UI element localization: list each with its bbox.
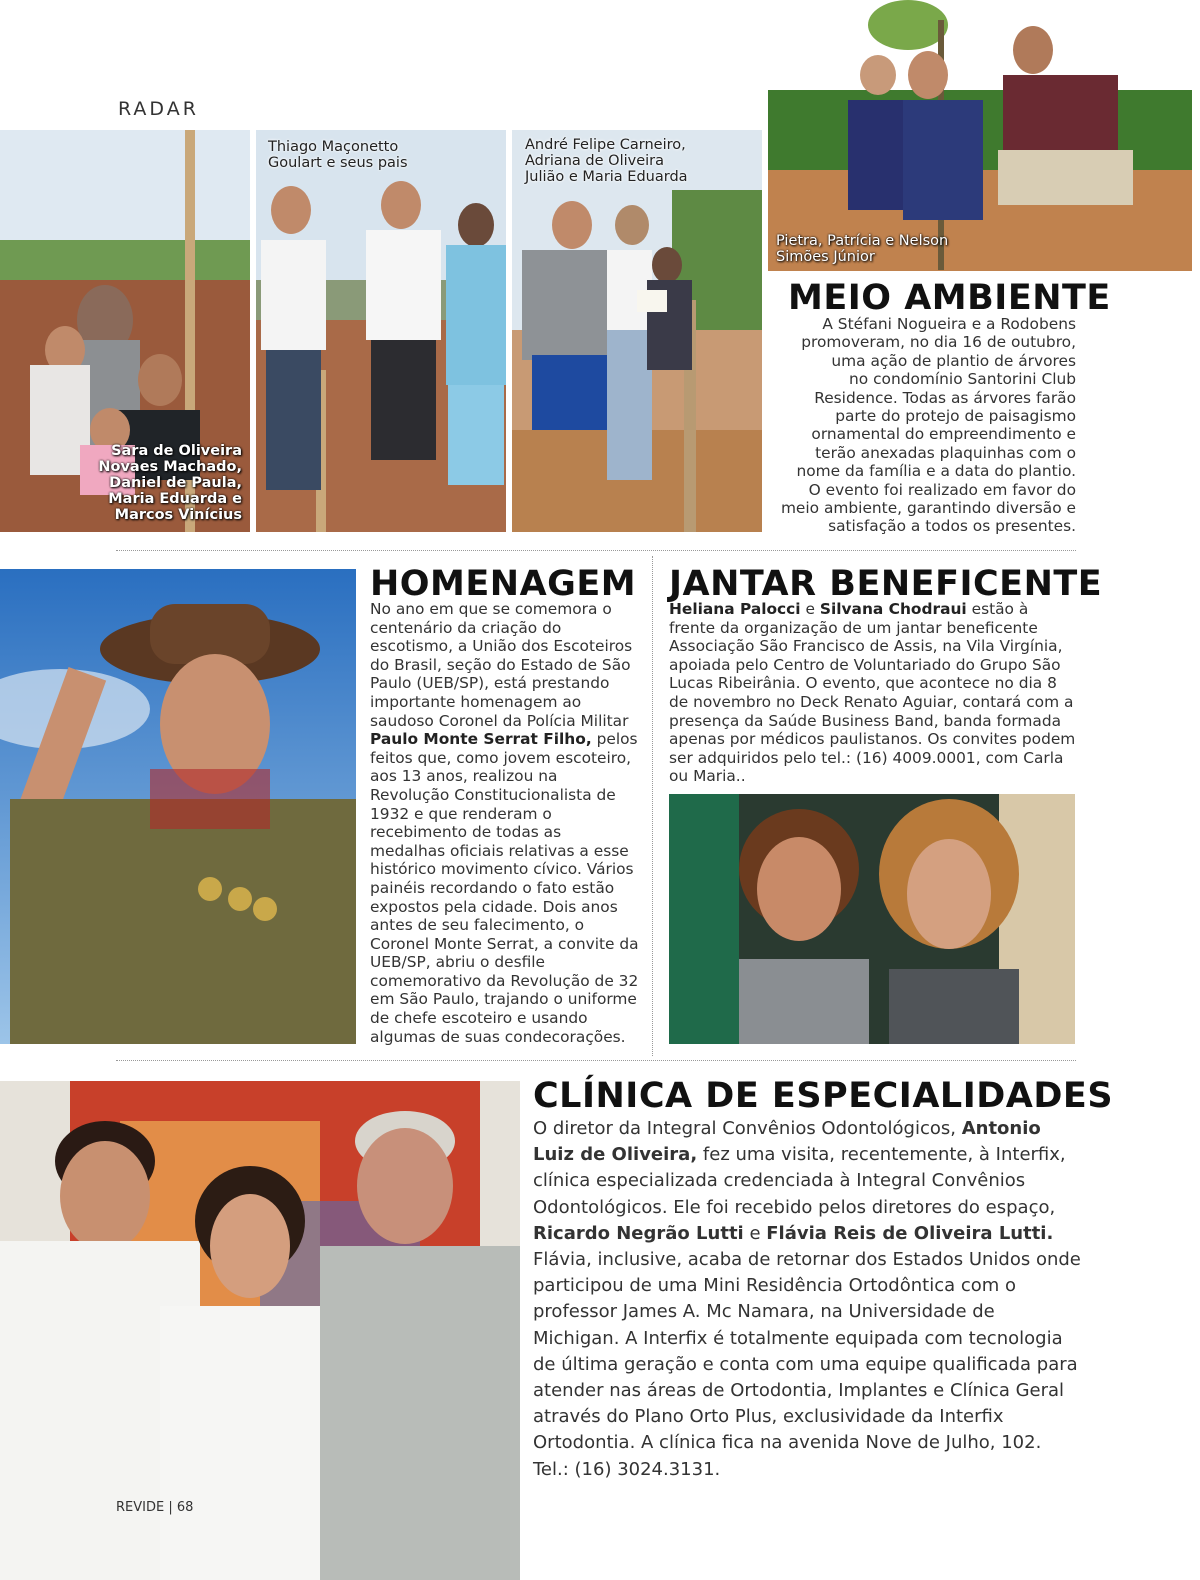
magazine-name: REVIDE bbox=[116, 1500, 165, 1515]
clinica-name1: Antonio Luiz de Oliveira, bbox=[533, 1118, 1041, 1166]
photo1-caption: Sara de Oliveira Novaes Machado, Daniel de Paula, Maria Eduarda e Marcos Vinícius bbox=[98, 443, 242, 523]
page-number: 68 bbox=[176, 1500, 194, 1515]
section-label: RADAR bbox=[118, 98, 199, 120]
photo-clinic-directors bbox=[0, 1081, 520, 1580]
photo3-caption: André Felipe Carneiro, Adriana de Oliveira Julião e Maria Eduarda bbox=[525, 137, 688, 185]
photo2-caption: Thiago Maçonetto Goulart e seus pais bbox=[268, 139, 408, 171]
footer-separator: | bbox=[168, 1500, 173, 1515]
clinica-name2: Ricardo Negrão Lutti bbox=[533, 1222, 744, 1244]
jantar-name1: Heliana Palocci bbox=[669, 600, 801, 618]
meio-ambiente-title: MEIO AMBIENTE bbox=[788, 278, 1111, 318]
divider-bottom bbox=[116, 1060, 1076, 1061]
page-footer bbox=[116, 1500, 193, 1515]
homenagem-text: No ano em que se comemora o centenário da criação do escotismo, a União dos Escoteiros do Brasil, seção do Estado de São Paulo (UEB/SP), está prestando importante homenagem ao saudoso Coronel da Polícia Militar Paulo Monte Serrat Filho, pelos feitos que, como jovem escoteiro, aos 13 anos, realizou na Revolução Constitucionalista de 1932 e que renderam o recebimento de todas as medalhas oficiais relativas a esse histórico movimento cívico. Vários painéis recordando o fato estão expostos pela cidade. Dois anos antes de seu falecimento, o Coronel Monte Serrat, a convite da UEB/SP, abriu o desfile comemorativo da Revolução de 32 em São Paulo, trajando o uniforme de chefe escoteiro e usando algumas de suas condecorações. bbox=[370, 600, 639, 1046]
clinica-text: O diretor da Integral Convênios Odontológicos, Antonio Luiz de Oliveira, fez uma visita, recentemente, à Interfix, clínica especializada credenciada à Integral Convênios Odontológicos. Ele foi recebido pelos diretores do espaço, Ricardo Negrão Lutti e Flávia Reis de Oliveira Lutti. Flávia, inclusive, acaba de retornar dos Estados Unidos onde participou de uma Mini Residência Ortodôntica com o professor James A. Mc Namara, na Universidade de Michigan. A Interfix é totalmente equipada com tecnologia de última geração e conta com uma equipe qualificada para atender nas áreas de Ortodontia, Implantes e Clínica Geral através do Plano Orto Plus, exclusividade da Interfix Ortodontia. A clínica fica na avenida Nove de Julho, 102. Tel.: (16) 3024.3131. bbox=[533, 1118, 1081, 1480]
photo-pietra-family bbox=[768, 0, 1192, 271]
honoree-name: Paulo Monte Serrat Filho, bbox=[370, 730, 592, 749]
jantar-name2: Silvana Chodraui bbox=[819, 600, 967, 618]
photo-scout-colonel bbox=[0, 569, 356, 1044]
divider-top bbox=[116, 550, 1076, 551]
photo-andre-family bbox=[512, 130, 762, 532]
meio-ambiente-text: A Stéfani Nogueira e a Rodobens promoveram, no dia 16 de outubro, uma ação de plantio de árvores no condomínio Santorini Club Residence. Todas as árvores farão parte do protejo de paisagismo ornamental do empreendimento e terão anexadas plaquinhas com o nome da família e a data do plantio. O evento foi realizado em favor do meio ambiente, garantindo diversão e satisfação a todos os presentes. bbox=[780, 315, 1076, 536]
clinica-title: CLÍNICA DE ESPECIALIDADES bbox=[533, 1076, 1114, 1116]
divider-vertical bbox=[652, 556, 653, 1056]
photo-jantar-women bbox=[669, 794, 1075, 1044]
jantar-title: JANTAR BENEFICENTE bbox=[669, 564, 1103, 604]
photo4-caption: Pietra, Patrícia e Nelson Simões Júnior bbox=[776, 233, 949, 265]
homenagem-title: HOMENAGEM bbox=[370, 564, 637, 604]
clinica-name3: Flávia Reis de Oliveira Lutti. bbox=[766, 1222, 1054, 1244]
jantar-text: Heliana Palocci e Silvana Chodraui estão à frente da organização de um jantar beneficente Associação São Francisco de Assis, na Vila Virgínia, apoiada pelo Centro de Voluntariado do Grupo São Lucas Ribeirânia. O evento, que acontece no dia 8 de novembro no Deck Renato Aguiar, contará com a presença da Saúde Business Band, banda formada apenas por médicos paulistanos. Os convites podem ser adquiridos pelo tel.: (16) 4009.0001, com Carla ou Maria.. bbox=[669, 600, 1076, 786]
photo-thiago-parents bbox=[256, 130, 506, 532]
